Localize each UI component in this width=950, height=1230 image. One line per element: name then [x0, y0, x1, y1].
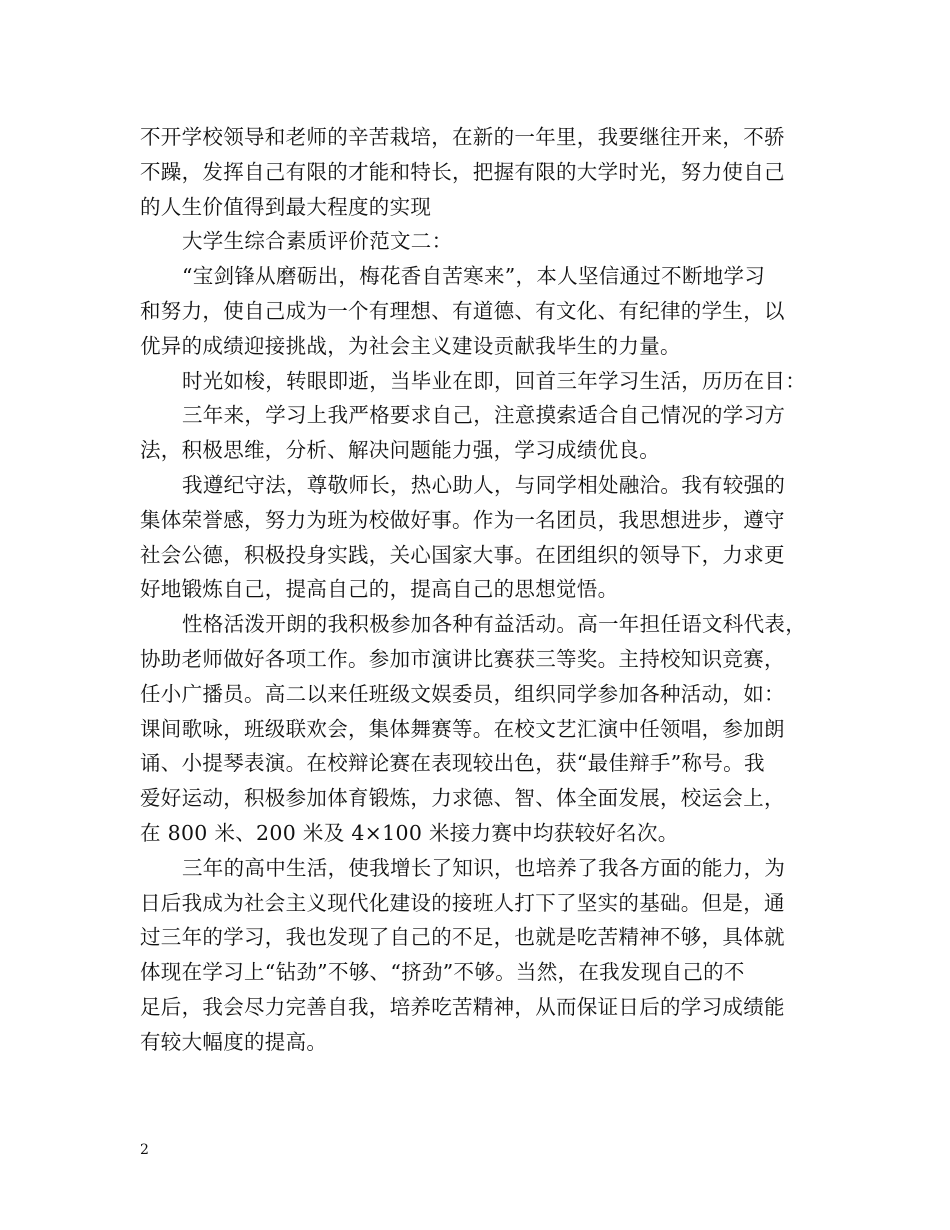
- text-line: 好地锻炼自己，提高自己的，提高自己的思想觉悟。: [140, 577, 619, 602]
- text-line: 过三年的学习，我也发现了自己的不足，也就是吃苦精神不够，具体就: [140, 925, 785, 950]
- text-line: 体现在学习上“钻劲”不够、“挤劲”不够。当然，在我发现自己的不: [140, 960, 745, 985]
- text-line: 任小广播员。高二以来任班级文娱委员，组织同学参加各种活动，如：: [140, 681, 785, 706]
- text-line: 不开学校领导和老师的辛苦栽培，在新的一年里，我要继往开来，不骄: [140, 125, 785, 149]
- text-line: 我遵纪守法，尊敬师长，热心助人，与同学相处融洽。我有较强的: [182, 472, 786, 497]
- text-line: 集体荣誉感，努力为班为校做好事。作为一名团员，我思想进步，遵守: [140, 507, 785, 532]
- text-line: 在 800 米、200 米及 4×100 米接力赛中均获较好名次。: [140, 820, 679, 845]
- text-line: 爱好运动，积极参加体育锻炼，力求德、智、体全面发展，校运会上，: [140, 786, 785, 811]
- text-line: 的人生价值得到最大程度的实现: [140, 194, 432, 219]
- text-line: 性格活泼开朗的我积极参加各种有益活动。高一年担任语文科代表，: [182, 612, 806, 637]
- text-line: 大学生综合素质评价范文二：: [182, 229, 453, 254]
- text-line: 课间歌咏，班级联欢会，集体舞赛等。在校文艺汇演中任领唱，参加朗: [140, 716, 785, 741]
- text-line: 时光如梭，转眼即逝，当毕业在即，回首三年学习生活，历历在目：: [182, 368, 806, 393]
- text-line: “宝剑锋从磨砺出，梅花香自苦寒来”，本人坚信通过不断地学习: [182, 264, 766, 289]
- page-number: 2: [140, 1142, 149, 1158]
- text-line: 和努力，使自己成为一个有理想、有道德、有文化、有纪律的学生，以: [140, 298, 785, 323]
- text-line: 法，积极思维，分析、解决问题能力强，学习成绩优良。: [140, 438, 660, 463]
- text-line: 不躁，发挥自己有限的才能和特长，把握有限的大学时光，努力使自己: [140, 159, 785, 184]
- text-line: 协助老师做好各项工作。参加市演讲比赛获三等奖。主持校知识竞赛，: [140, 646, 785, 671]
- text-line: 有较大幅度的提高。: [140, 1029, 328, 1054]
- text-line: 日后我成为社会主义现代化建设的接班人打下了坚实的基础。但是，通: [140, 890, 785, 915]
- text-line: 三年的高中生活，使我增长了知识，也培养了我各方面的能力，为: [182, 855, 786, 880]
- document-body: [140, 120, 820, 1060]
- text-line: 优异的成绩迎接挑战，为社会主义建设贡献我毕生的力量。: [140, 333, 681, 358]
- text-line: 诵、小提琴表演。在校辩论赛在表现较出色，获“最佳辩手”称号。我: [140, 751, 765, 776]
- text-line: 足后，我会尽力完善自我，培养吃苦精神，从而保证日后的学习成绩能: [140, 994, 785, 1019]
- text-line: 社会公德，积极投身实践，关心国家大事。在团组织的领导下，力求更: [140, 542, 785, 567]
- text-line: 三年来，学习上我严格要求自己，注意摸索适合自己情况的学习方: [182, 403, 786, 428]
